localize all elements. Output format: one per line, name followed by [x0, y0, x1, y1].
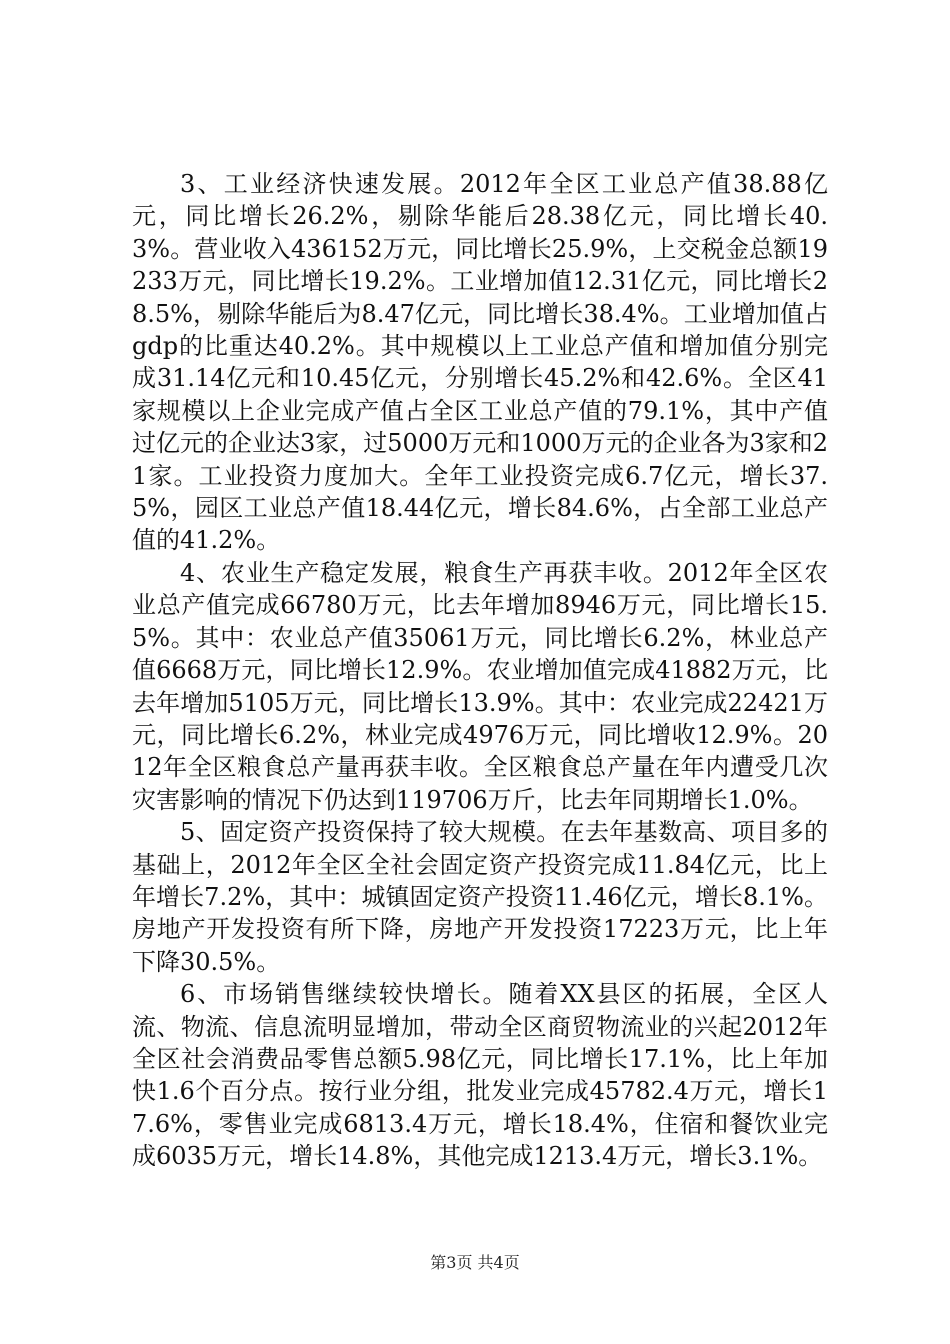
- paragraph-agriculture: 4、农业生产稳定发展，粮食生产再获丰收。2012年全区农业总产值完成66780万元，比去年增加8946万元，同比增长15.5%。其中：农业总产值35061万元，同比增长6.2%，林业总产值6668万元，同比增长12.9%。农业增加值完成41882万元，比去年增加5105万元，同比增长13.9%。其中：农业完成22421万元，同比增长6.2%，林业完成4976万元，同比增收12.9%。2012年全区粮食总产量再获丰收。全区粮食总产量在年内遭受几次灾害影响的情况下仍达到119706万斤，比去年同期增长1.0%。: [132, 558, 828, 814]
- paragraph-retail-market: 6、市场销售继续较快增长。随着XX县区的拓展，全区人流、物流、信息流明显增加，带动全区商贸物流业的兴起2012年全区社会消费品零售总额5.98亿元，同比增长17.1%，比上年加快1.6个百分点。按行业分组，批发业完成45782.4万元，增长17.6%，零售业完成6813.4万元，增长18.4%，住宿和餐饮业完成6035万元，增长14.8%，其他完成1213.4万元，增长3.1%。: [132, 980, 828, 1171]
- page-number-footer: 第3页 共4页: [430, 1253, 520, 1272]
- paragraph-industry: 3、工业经济快速发展。2012年全区工业总产值38.88亿元，同比增长26.2%，剔除华能后28.38亿元，同比增长40.3%。营业收入436152万元，同比增长25.9%，上交税金总额19233万元，同比增长19.2%。工业增加值12.31亿元，同比增长28.5%，剔除华能后为8.47亿元，同比增长38.4%。工业增加值占gdp的比重达40.2%。其中规模以上工业总产值和增加值分别完成31.14亿元和10.45亿元，分别增长45.2%和42.6%。全区41家规模以上企业完成产值占全区工业总产值的79.1%，其中产值过亿元的企业达3家，过5000万元和1000万元的企业各为3家和21家。工业投资力度加大。全年工业投资完成6.7亿元，增长37.5%，园区工业总产值18.44亿元，增长84.6%，占全部工业总产值的41.2%。: [132, 170, 828, 555]
- paragraph-fixed-asset-investment: 5、固定资产投资保持了较大规模。在去年基数高、项目多的基础上，2012年全区全社会固定资产投资完成11.84亿元，比上年增长7.2%，其中：城镇固定资产投资11.46亿元，增长8.1%。房地产开发投资有所下降，房地产开发投资17223万元，比上年下降30.5%。: [132, 818, 828, 976]
- document-body: [132, 168, 828, 1173]
